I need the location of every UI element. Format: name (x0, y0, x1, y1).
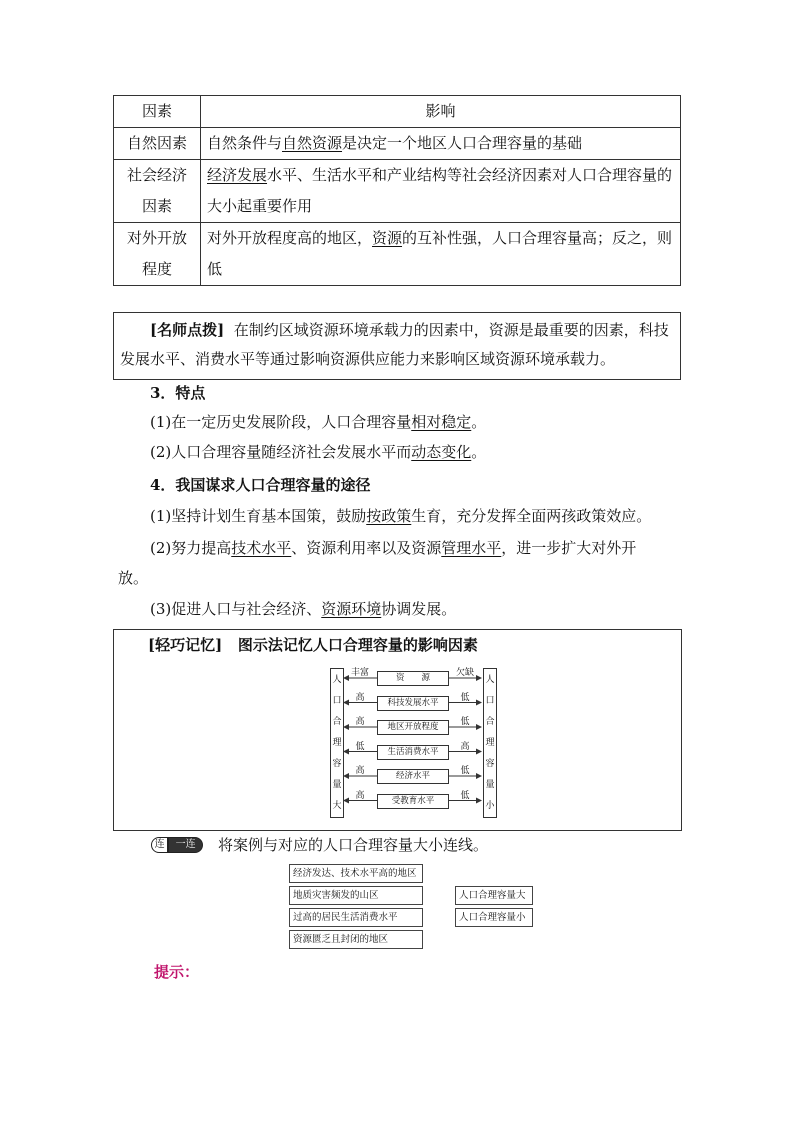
diagram-right-label: 低 (460, 717, 470, 727)
diagram-left-label: 丰富 (350, 668, 369, 678)
factor-cell: 自然因素 (114, 128, 201, 160)
section3-item2 (150, 437, 486, 467)
box-char: 口 (332, 695, 342, 706)
diagram-factor: 受教育水平 (377, 794, 449, 809)
header-factor: 因素 (114, 96, 201, 128)
box-char: 量 (485, 780, 495, 791)
case-box[interactable]: 过高的居民生活消费水平 (289, 908, 423, 927)
box-char: 小 (485, 801, 495, 812)
box-char: 理 (332, 737, 342, 748)
para-underlined: 相对稳定 (411, 413, 472, 431)
factors-table (113, 95, 681, 286)
factor-cell (114, 223, 201, 286)
para-text: (2)人口合理容量随经济社会发展水平而 (150, 443, 412, 461)
memo-title (148, 634, 478, 655)
diagram-factor: 科技发展水平 (377, 696, 449, 711)
diagram-factor: 经济水平 (377, 769, 449, 784)
diagram-right-label: 低 (460, 790, 470, 801)
para-text: 、资源利用率以及资源 (291, 539, 442, 557)
effect-cell (201, 160, 681, 223)
tip-label: [名师点拨] (150, 321, 225, 339)
effect-text: 的互补性强，人口合理容量高；反之，则低 (207, 229, 673, 278)
box-char: 理 (485, 737, 495, 748)
para-underlined: 按政策 (366, 507, 412, 525)
case-box[interactable]: 资源匮乏且封闭的地区 (289, 930, 423, 949)
factor-line: 对外开放 (126, 229, 187, 247)
factor-line: 社会经济 (126, 166, 187, 184)
box-char: 口 (485, 695, 495, 706)
para-text: (1)在一定历史发展阶段，人口合理容量 (150, 413, 412, 431)
box-char: 容 (332, 759, 342, 770)
diagram-right-label: 欠缺 (455, 668, 474, 678)
box-char: 人 (332, 674, 342, 685)
effect-cell (201, 128, 681, 160)
para-text: 。 (471, 443, 487, 461)
diagram-right-label: 高 (460, 741, 470, 752)
diagram-left-label: 高 (355, 717, 365, 727)
section4-title: 4．我国谋求人口合理容量的途径 (150, 476, 371, 494)
small-capacity-box (483, 668, 497, 818)
target-box[interactable]: 人口合理容量小 (455, 908, 533, 927)
para-text: (2)努力提高 (150, 539, 232, 557)
memo-label: [轻巧记忆] (148, 636, 223, 654)
para-underlined: 动态变化 (411, 443, 472, 461)
diagram-factor: 地区开放程度 (377, 720, 449, 735)
exercise-instruction: 将案例与对应的人口合理容量大小连线。 (218, 836, 489, 854)
factor-line: 程度 (141, 260, 172, 278)
table-row (114, 160, 681, 223)
table-row (114, 223, 681, 286)
target-box[interactable]: 人口合理容量大 (455, 886, 533, 905)
table-header-row (114, 96, 681, 128)
box-char: 量 (332, 780, 342, 791)
para-underlined: 管理水平 (441, 539, 502, 557)
diagram-left-label: 高 (355, 766, 365, 776)
section4-item2 (150, 533, 636, 563)
hint-label: 提示： (154, 963, 200, 981)
box-char: 合 (332, 716, 342, 727)
section3-item1 (150, 407, 486, 437)
effect-text: 水平、生活水平和产业结构等社会经济因素对人口合理容量的大小起重要作用 (207, 166, 673, 215)
memo-heading: 图示法记忆人口合理容量的影响因素 (237, 636, 478, 654)
effect-underlined: 经济发展 (207, 166, 268, 184)
box-char: 合 (485, 716, 495, 727)
case-box[interactable]: 经济发达、技术水平高的地区 (289, 864, 423, 883)
box-char: 容 (485, 759, 495, 770)
factor-cell (114, 160, 201, 223)
section4-item1 (150, 501, 651, 531)
diagram-factor: 生活消费水平 (377, 745, 449, 760)
para-text: ，进一步扩大对外开 (501, 539, 637, 557)
diagram-left-label: 低 (355, 741, 365, 752)
effect-text: 对外开放程度高的地区， (207, 229, 373, 247)
box-char: 人 (485, 674, 495, 685)
table-row (114, 128, 681, 160)
para-text: 。 (471, 413, 487, 431)
para-text: 生育，充分发挥全面两孩政策效应。 (411, 507, 652, 525)
section4-item3 (150, 594, 456, 624)
section4-item2-cont: 放。 (118, 569, 149, 587)
factor-line: 因素 (141, 197, 172, 215)
para-underlined: 资源环境 (321, 600, 382, 618)
para-text: (1)坚持计划生育基本国策，鼓励 (150, 507, 367, 525)
diagram-left-label: 高 (355, 692, 365, 703)
para-text: 协调发展。 (381, 600, 457, 618)
header-effect: 影响 (201, 96, 681, 128)
link-exercise-icon (151, 837, 203, 851)
link-icon-left: 连 (151, 837, 168, 853)
tip-body: 在制约区域资源环境承载力的因素中，资源是最重要的因素，科技发展水平、消费水平等通过影响资源供应能力来影响区域资源环境承载力。 (120, 321, 669, 368)
effect-underlined: 资源 (372, 229, 403, 247)
tip-text (120, 316, 676, 374)
para-text: (3)促进人口与社会经济、 (150, 600, 322, 618)
section3-title: 3．特点 (150, 384, 206, 402)
effect-text: 自然条件与 (207, 134, 283, 152)
para-underlined: 技术水平 (231, 539, 292, 557)
diagram-factor: 资 源 (377, 671, 449, 686)
link-icon-right: 一连 (168, 837, 203, 853)
effect-cell (201, 223, 681, 286)
diagram-right-label: 低 (460, 692, 470, 703)
effect-underlined: 自然资源 (282, 134, 343, 152)
effect-text: 是决定一个地区人口合理容量的基础 (342, 134, 583, 152)
diagram-right-label: 低 (460, 766, 470, 776)
case-box[interactable]: 地质灾害频发的山区 (289, 886, 423, 905)
diagram-left-label: 高 (355, 790, 365, 801)
box-char: 大 (332, 801, 342, 812)
